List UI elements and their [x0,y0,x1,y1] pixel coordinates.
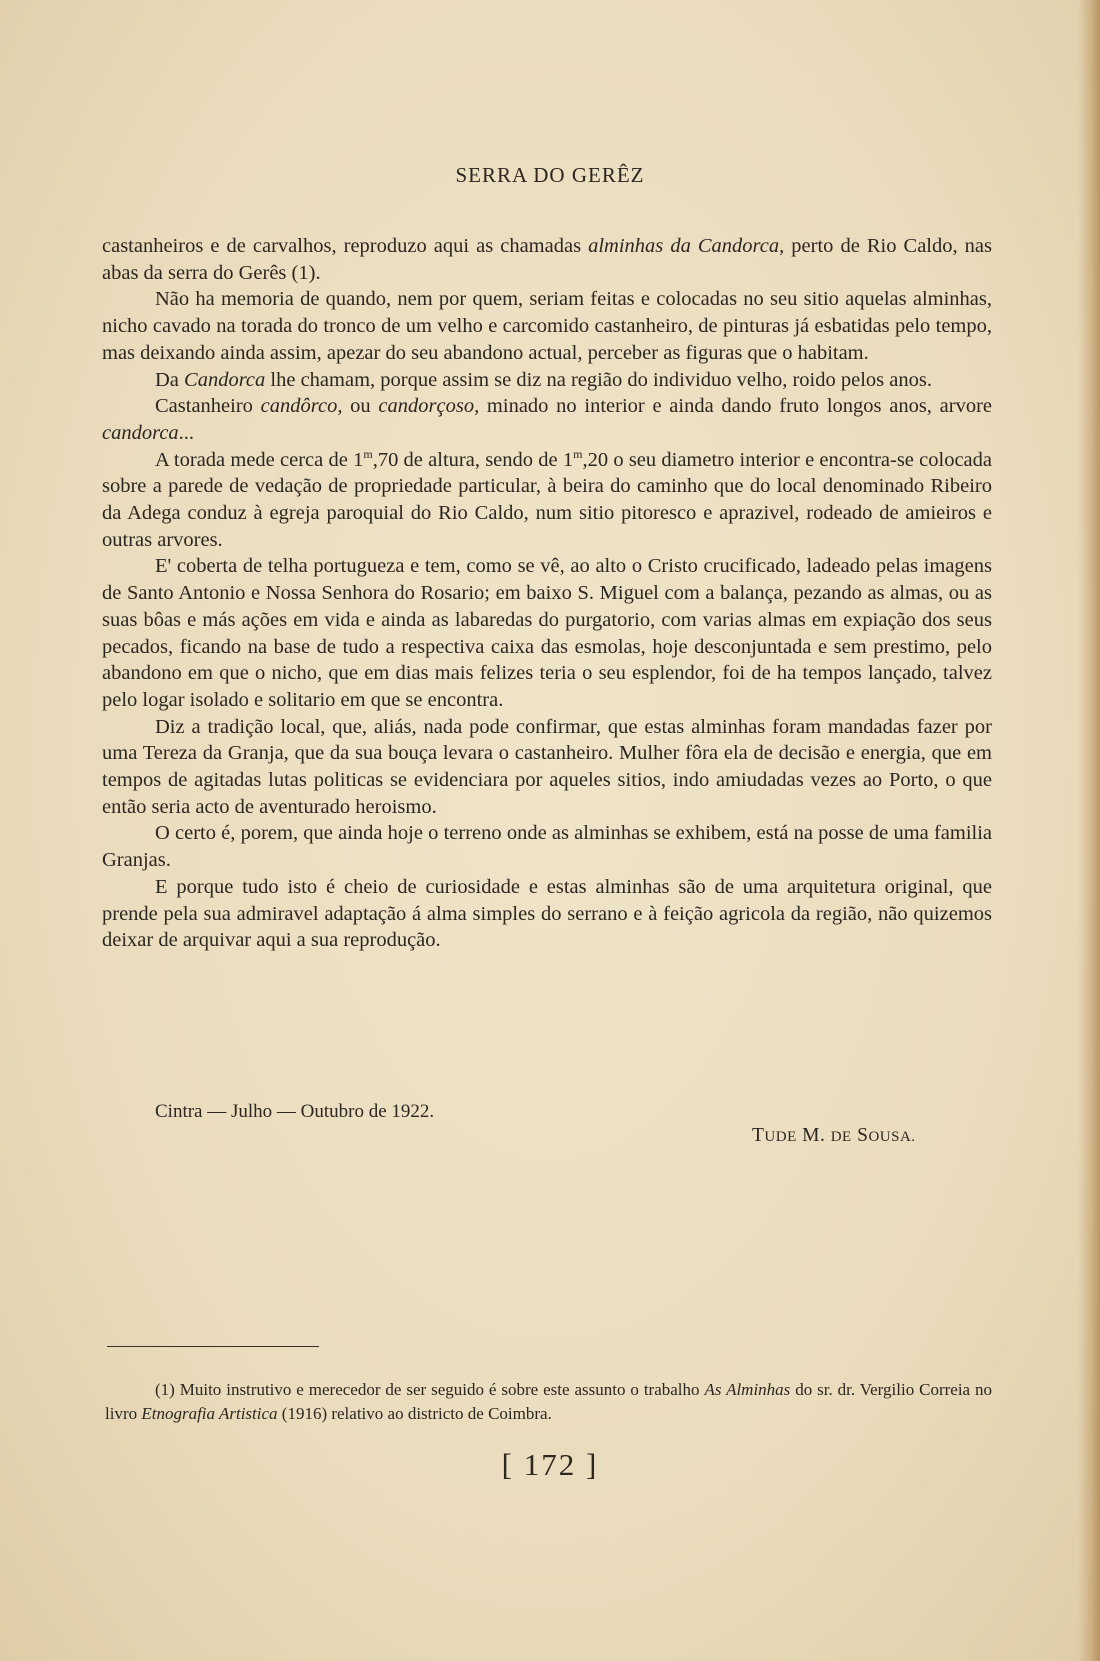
paragraph-segment: Candorca [184,368,266,391]
paragraph-segment: ... [178,421,195,444]
footnote-segment: (1) Muito instrutivo e merecedor de ser seguido é sobre este assunto o trabalho [155,1380,705,1399]
footnote-segment: As Alminhas [704,1380,791,1399]
paragraph [102,286,992,366]
paragraph-segment: Diz a tradição local, que, aliás, nada pode confirmar, que estas alminhas foram mandadas fazer por uma Tereza da Granja, que da sua bouça levara o castanheiro. Mulher fôra ela de decisão e energia, que em tempos de agitadas lutas politicas se evidenciara por aqueles sitios, indo amiudadas vezes ao Porto, o que então seria acto de aventurado heroismo. [102,715,992,818]
paragraph [102,367,992,394]
page-edge-shadow [1078,0,1100,1661]
paragraph-segment: ou [342,395,379,418]
paragraph [102,874,992,954]
paragraph-segment: alminhas da Candorca, [588,235,785,257]
paragraph-segment: ,70 de altura, sendo de 1 [372,448,574,471]
author-rest-2: DE [830,1129,852,1145]
paragraph-segment: m [573,446,583,461]
author-rest-3: OUSA. [868,1129,916,1145]
paragraph-segment: Não ha memoria de quando, nem por quem, seriam feitas e colocadas no seu sitio aquelas alminhas, nicho cavado na torada do tronco de um velho e carcomido castanheiro, de pinturas já esbatidas pelo tempo, mas deixando ainda assim, apezar do seu abandono actual, perceber as figuras que o habitam. [102,288,992,364]
place-date: Cintra — Julho — Outubro de 1922. [155,1101,435,1122]
paragraph-segment: E porque tudo isto é cheio de curiosidade e estas alminhas são de uma arquitetura original, que prende pela sua admiravel adaptação á alma simples do serrano e à feição agricola da região, não quizemos deixar de arquivar aqui a sua reprodução. [102,875,992,952]
paragraph [102,233,992,286]
paragraph-segment: m [363,446,373,461]
footnote-segment: do sr. dr. Vergilio Correia no livro [105,1380,993,1423]
paragraph [102,820,992,873]
running-head: SERRA DO GERÊZ [455,163,645,187]
paragraph-segment: candorçoso, [378,395,480,418]
footnote-segment: (1916) relativo ao districto de Coimbra. [277,1404,552,1423]
paragraph-segment: ,20 o seu diametro interior e encontra-se colocada sobre a parede de vedação de propriedade particular, à beira do caminho que do local denominado Ribeiro da Adega conduz à egreja paroquial do Rio Caldo, num sitio pitoresco e aprazivel, rodeado de amieiros e outras arvores. [102,448,992,551]
paragraph [102,393,992,446]
page-number: [ 172 ] [501,1447,599,1482]
paragraph-segment: E' coberta de telha portugueza e tem, como se vê, ao alto o Cristo crucificado, ladeado pelas imagens de Santo Antonio e Nossa Senhora do Rosario; em baixo S. Miguel com a balança, pezando as almas, ou as suas bôas e más ações em vida e ainda as labaredas do purgatorio, com varias almas em expiação dos seus pecados, ficando na base de tudo a respectiva caixa das esmolas, hoje desconjuntada e sem prestimo, pelo abandono em que o nicho, que em dias mais felizes teria o seu esplendor, foi de ha tempos lançado, talvez pelo logar isolado e solitario em que se encontra. [102,555,992,711]
paragraph-segment: castanheiros e de carvalhos, reproduzo aqui as chamadas [102,235,589,257]
footnote [105,1378,992,1426]
footnote-rule [107,1346,319,1347]
paragraph-segment: A torada mede cerca de 1 [155,448,364,471]
paragraph-segment: lhe chamam, porque assim se diz na região do individuo velho, roido pelos anos. [265,368,932,391]
footnote-segment: Etnografia Artistica [141,1404,278,1423]
paragraph-segment: Castanheiro [155,395,261,418]
author-signature [752,1125,916,1147]
author-middle: M. [796,1125,831,1146]
footnote-paragraph [105,1378,992,1426]
paragraph [102,714,992,821]
paragraph-segment: Da [155,368,185,391]
author-cap-3: S [851,1125,869,1146]
paragraph-segment: minado no interior e ainda dando fruto longos anos, arvore [479,395,993,418]
paragraph [102,447,992,554]
paragraph-segment: candorca [102,421,179,444]
paragraph-segment: candôrco, [260,395,343,418]
paragraph [102,553,992,713]
paragraph-segment: perto de Rio Caldo, nas abas da serra do Gerês (1). [102,235,992,284]
author-rest-1: UDE [764,1129,797,1145]
author-cap-1: T [752,1125,765,1146]
paragraph-segment: O certo é, porem, que ainda hoje o terreno onde as alminhas se exhibem, está na posse de uma familia Granjas. [102,822,992,872]
body-text [102,233,992,954]
